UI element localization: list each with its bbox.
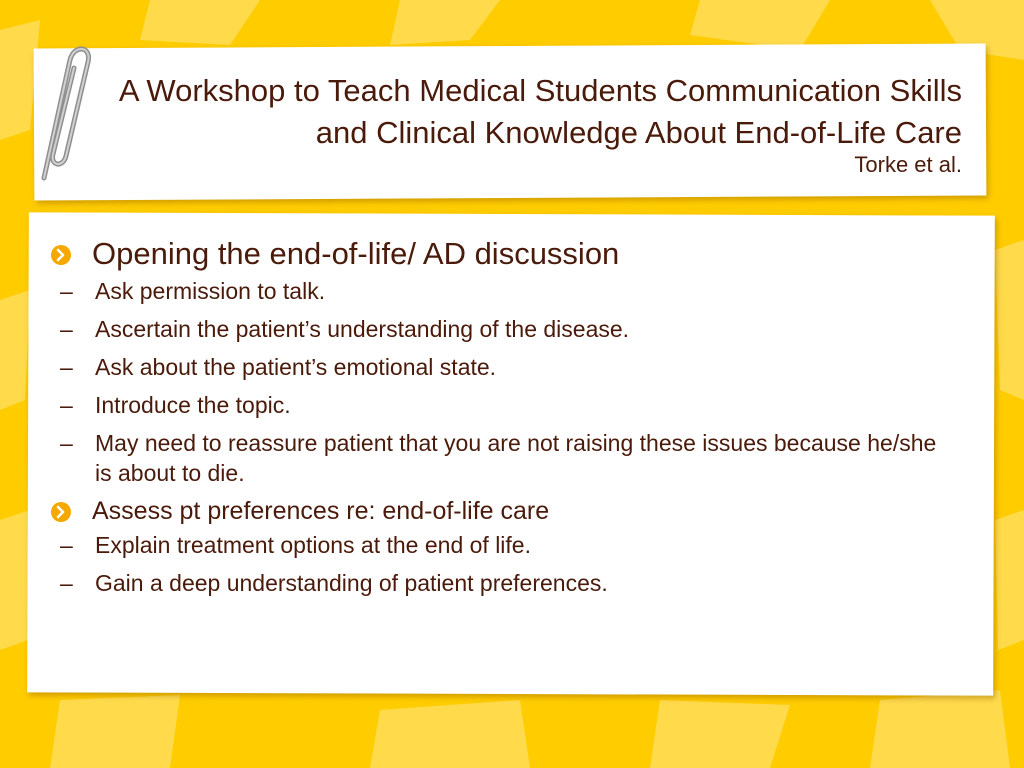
dash-marker: – — [60, 430, 73, 456]
sub-bullet-item: – Ask permission to talk. — [60, 278, 326, 304]
sub-bullet-list — [50, 276, 950, 488]
bullet-item — [50, 236, 950, 272]
bullet-text: Opening the end-of-life/ AD discussion — [92, 236, 620, 271]
sub-bullet-item: – Introduce the topic. — [60, 392, 291, 418]
sub-bullet-item: – Ascertain the patient’s understanding of the disease. — [60, 316, 630, 342]
sub-bullet-item: – Ask about the patient’s emotional state. — [60, 354, 497, 380]
sub-bullet-item: – Explain treatment options at the end of life. — [60, 532, 531, 558]
arrow-circle-icon — [50, 501, 72, 523]
dash-marker: – — [60, 532, 73, 558]
page-subtitle: Torke et al. — [854, 152, 962, 177]
sub-bullet-item: – May need to reassure patient that you are not raising these issues because he/she is about to die. — [60, 430, 937, 486]
dash-marker: – — [60, 570, 73, 596]
bullet-text: Assess pt preferences re: end-of-life care — [92, 497, 550, 525]
arrow-circle-icon — [50, 244, 72, 266]
page-title: A Workshop to Teach Medical Students Communication Skills and Clinical Knowledge About End-of-Life Care — [118, 73, 962, 150]
bullet-list — [50, 236, 950, 606]
bullet-item — [50, 496, 950, 526]
dash-marker: – — [60, 392, 73, 418]
dash-marker: – — [60, 316, 73, 342]
sub-bullet-item: – Gain a deep understanding of patient preferences. — [60, 570, 608, 596]
dash-marker: – — [60, 278, 73, 304]
dash-marker: – — [60, 354, 73, 380]
sub-bullet-list — [50, 530, 950, 598]
